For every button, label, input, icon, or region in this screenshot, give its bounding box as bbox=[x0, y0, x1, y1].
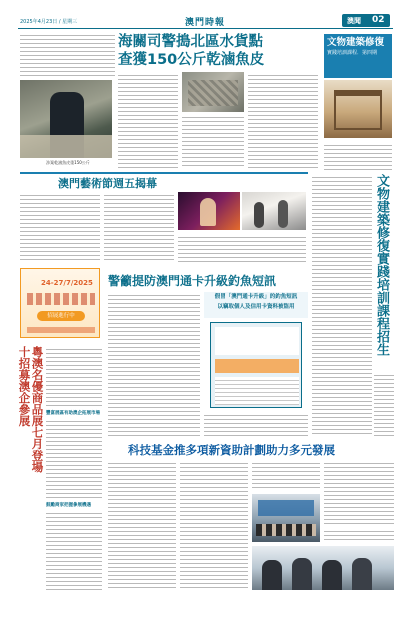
fair-ad-dates: 24-27/7/2025 bbox=[41, 279, 93, 287]
police-subhead bbox=[204, 292, 308, 318]
training-banner-line-1: 文物建築修復 bbox=[327, 37, 385, 48]
page-number: 02 bbox=[372, 15, 385, 25]
fair-ad-logos bbox=[27, 293, 95, 305]
expo-vertical-line-1: 粵澳名優商品展七月登場 bbox=[30, 346, 45, 473]
seafood-body-col-1 bbox=[118, 72, 178, 168]
seafood-body-col-3 bbox=[248, 72, 318, 168]
seafood-lead bbox=[20, 32, 115, 76]
masthead bbox=[0, 0, 410, 30]
masthead-rule bbox=[18, 28, 393, 29]
phishing-sms-screenshot bbox=[210, 322, 302, 408]
training-banner-line-2: 實踐培訓課程．第四期 bbox=[327, 50, 378, 56]
police-subhead-line-1: 假冒「澳門通卡升級」的釣魚短訊 bbox=[214, 294, 298, 300]
arts-body-col-2 bbox=[104, 192, 174, 262]
expo-vertical-headline bbox=[18, 346, 44, 590]
police-headline: 警籲提防澳門通卡升級釣魚短訊 bbox=[108, 274, 277, 288]
masthead-logo: 澳門時報 bbox=[185, 18, 226, 28]
heritage-building bbox=[334, 90, 382, 130]
expo-body-col-2 bbox=[46, 418, 102, 498]
fund-body-col-1 bbox=[108, 460, 176, 590]
fund-photo-signing bbox=[252, 546, 394, 590]
training-body-2 bbox=[374, 372, 394, 436]
expo-vertical-line-2: 十招募澳企參展 bbox=[17, 346, 32, 427]
training-headline: 文物建築修復實踐培訓課程招生 bbox=[374, 174, 389, 356]
fund-photo-meeting bbox=[252, 494, 320, 542]
masthead-date: 2025年4月23日 / 星期三 bbox=[20, 19, 78, 25]
arts-banner bbox=[20, 172, 308, 188]
police-body bbox=[108, 292, 200, 436]
expo-heading-1: 豐富展區有助澳企拓展市場 bbox=[46, 411, 100, 416]
arts-photo-1 bbox=[178, 192, 240, 230]
training-lead bbox=[324, 142, 392, 170]
seafood-headline-line-2: 查獲150公斤乾滷魚皮 bbox=[118, 52, 265, 68]
training-banner bbox=[324, 34, 392, 78]
arts-body-col-1 bbox=[20, 192, 100, 262]
seafood-caption: 涉案乾滷魚皮重150公斤 bbox=[46, 160, 90, 165]
training-body bbox=[312, 174, 372, 436]
fair-ad-button[interactable]: 招展進行中 bbox=[37, 311, 85, 321]
fund-headline: 科技基金推多項新資助計劃助力多元發展 bbox=[128, 443, 335, 457]
arts-banner-title: 澳門藝術節週五揭幕 bbox=[58, 177, 157, 190]
expo-body-col-3 bbox=[46, 510, 102, 590]
arts-photo-2 bbox=[242, 192, 306, 230]
seafood-photo bbox=[20, 80, 112, 158]
expo-body-col-1 bbox=[46, 346, 102, 406]
arts-body-col-3 bbox=[178, 234, 306, 262]
expo-heading-2: 鼓勵商家把握參展機遇 bbox=[46, 503, 91, 508]
police-body-2 bbox=[204, 412, 308, 436]
fair-ad bbox=[20, 268, 100, 338]
training-photo bbox=[324, 80, 392, 138]
fund-body-col-3 bbox=[252, 460, 320, 490]
section-tab bbox=[342, 14, 390, 27]
police-subhead-line-2: 以竊取個人及信用卡資料被盜用 bbox=[217, 304, 295, 310]
seafood-headline bbox=[118, 33, 318, 69]
section-label: 澳聞 bbox=[347, 17, 361, 25]
fair-ad-footer bbox=[27, 327, 95, 333]
seafood-headline-line-1: 海關司警搗北區水貨點 bbox=[118, 34, 263, 50]
fund-body-col-5 bbox=[324, 528, 394, 542]
seafood-body-col-2 bbox=[182, 114, 244, 168]
fund-body-col-4 bbox=[324, 460, 394, 524]
fund-body-col-2 bbox=[180, 460, 248, 590]
seafood-photo-2 bbox=[182, 72, 244, 112]
fish-pile bbox=[20, 135, 112, 158]
